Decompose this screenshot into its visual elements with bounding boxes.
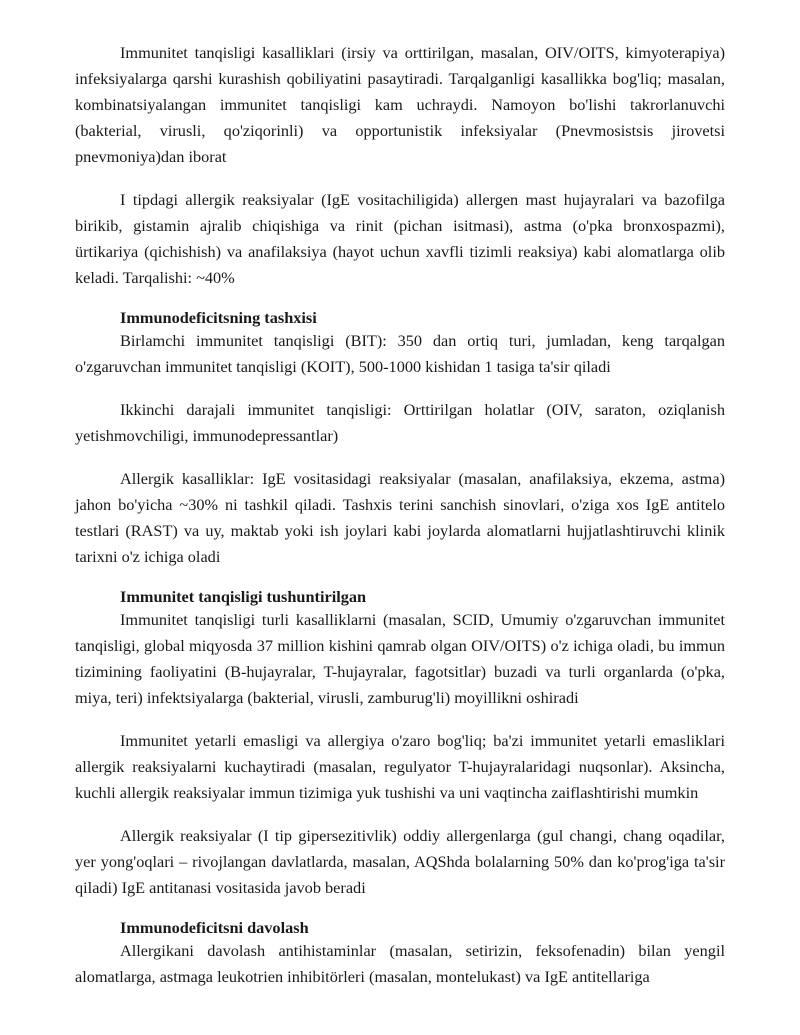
paragraph-allergic-diseases: Allergik kasalliklar: IgE vositasidagi reaksiyalar (masalan, anafilaksiya, ekzema, astma) jahon bo'yicha ~30% ni tashkil qiladi. Tashxis terini sanchish sinovlari, o'ziga xos IgE antitelo testlari (RAST) va uy, maktab yoki ish joylari kabi joylarda alomatlarni hujjatlashtiruvchi klinik tarixni o'z ichiga oladi — [75, 469, 725, 566]
paragraph-type1-allergy: I tipdagi allergik reaksiyalar (IgE vositachiligida) allergen mast hujayralari va bazofilga birikib, gistamin ajralib chiqishiga va rinit (pichan isitmasi), astma (o'pka bronxospazmi), ürtikariya (qichishish) va anafilaksiya (hayot uchun xavfli tizimli reaksiya) kabi alomatlarga olib keladi. Tarqalishi: ~40% — [75, 190, 725, 287]
heading-diagnosis: Immunodeficitsning tashxisi — [120, 308, 317, 327]
paragraph-secondary-immunodeficiency: Ikkinchi darajali immunitet tanqisligi: Orttirilgan holatlar (OIV, saraton, oziqlanish yetishmovchiligi, immunodepressantlar) — [75, 400, 725, 445]
paragraph-primary-immunodeficiency: Birlamchi immunitet tanqisligi (BIT): 350 dan ortiq turi, jumladan, keng tarqalgan o'zgaruvchan immunitet tanqisligi (KOIT), 500-1000 kishidan 1 tasiga ta'sir qiladi — [75, 331, 725, 376]
heading-immunodeficiency-explained: Immunitet tanqisligi tushuntirilgan — [120, 587, 367, 606]
paragraph-immunodeficiency-overview: Immunitet tanqisligi kasalliklari (irsiy va orttirilgan, masalan, OIV/OITS, kimyoterapiya) infeksiyalarga qarshi kurashish qobiliyatini pasaytiradi. Tarqalganligi kasallikka bog'liq; masalan, kombinatsiyalangan immunitet tanqisligi kam uchraydi. Namoyon bo'lishi takrorlanuvchi (bakterial, virusli, qo'ziqorinli) va opportunistik infeksiyalar (Pnevmosistsis jirovetsi pnevmoniya)dan iborat — [75, 43, 725, 166]
paragraph-immunodeficiency-diseases: Immunitet tanqisligi turli kasalliklarni (masalan, SCID, Umumiy o'zgaruvchan immunitet tanqisligi, global miqyosda 37 million kishini qamrab olgan OIV/OITS) o'z ichiga oladi, bu immun tizimining faoliyatini (B-hujayralar, T-hujayralar, fagotsitlar) buzadi va turli organlarda (o'pka, miya, teri) infektsiyalarga (bakterial, virusli, zamburug'li) moyillikni oshiradi — [75, 610, 725, 707]
paragraph-allergic-reactions: Allergik reaksiyalar (I tip gipersezitivlik) oddiy allergenlarga (gul changi, chang oqadilar, yer yong'oqlari – rivojlangan davlatlarda, masalan, AQShda bolalarning 50% dan ko'prog'iga ta'sir qiladi) IgE antitanasi vositasida javob beradi — [75, 826, 725, 897]
document-page — [75, 40, 725, 1007]
paragraph-allergy-treatment: Allergikani davolash antihistaminlar (masalan, setirizin, feksofenadin) bilan yengil alomatlarga, astmaga leukotrien inhibitörleri (masalan, montelukast) va IgE antitellariga — [75, 941, 725, 986]
paragraph-immunodeficiency-allergy-link: Immunitet yetarli emasligi va allergiya o'zaro bog'liq; ba'zi immunitet yetarli emasliklari allergik reaksiyalarni kuchaytiradi (masalan, regulyator T-hujayralaridagi nuqsonlar). Aksincha, kuchli allergik reaksiyalar immun tizimiga yuk tushishi va uni vaqtincha zaiflashtirishi mumkin — [75, 731, 725, 802]
heading-treatment: Immunodeficitsni davolash — [120, 918, 309, 937]
